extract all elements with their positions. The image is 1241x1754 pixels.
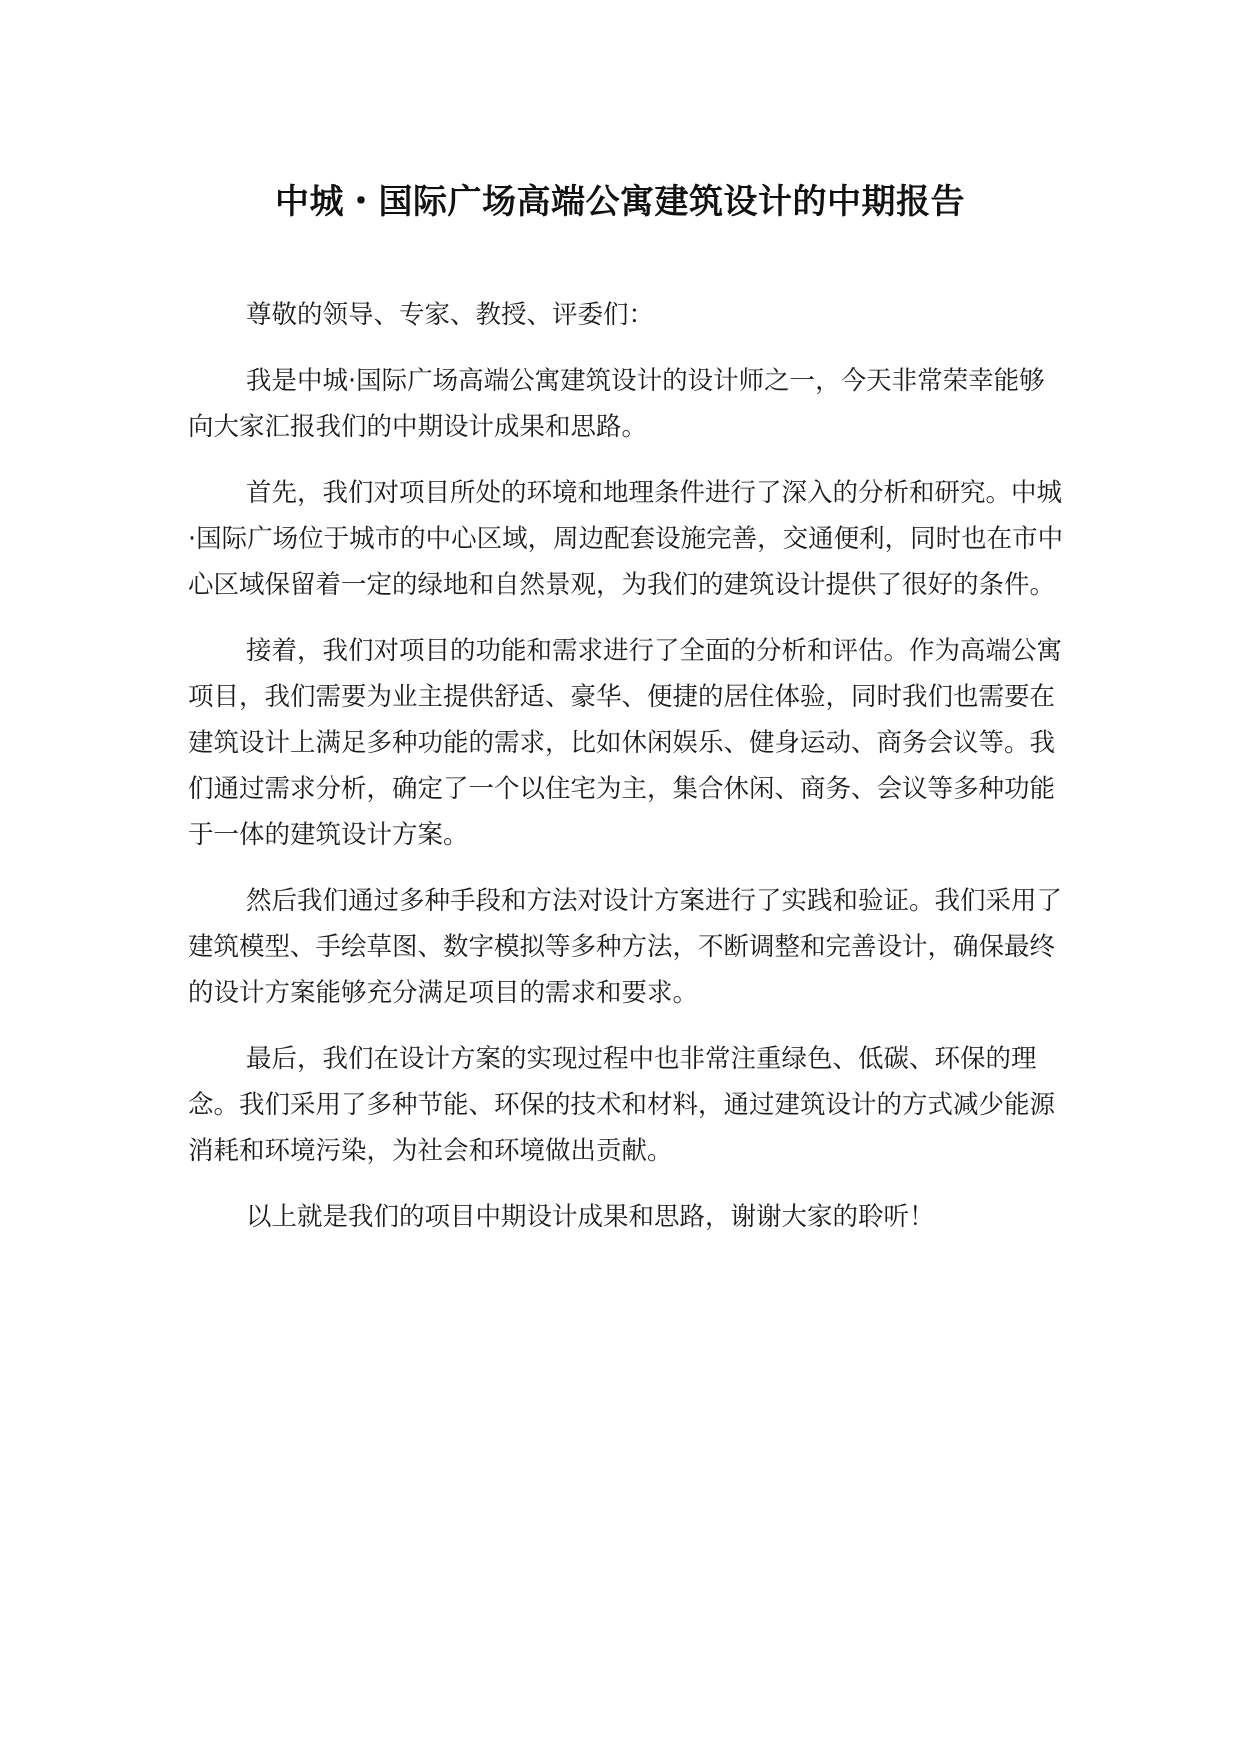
paragraph-environment: 首先，我们对项目所处的环境和地理条件进行了深入的分析和研究。中城·国际广场位于城市的中心区域，周边配套设施完善，交通便利，同时也在市中心区域保留着一定的绿地和自然景观，为我们的建筑设计提供了很好的条件。	[188, 478, 1064, 600]
paragraph-function: 接着，我们对项目的功能和需求进行了全面的分析和评估。作为高端公寓项目，我们需要为业主提供舒适、豪华、便捷的居住体验，同时我们也需要在建筑设计上满足多种功能的需求，比如休闲娱乐、健身运动、商务会议等。我们通过需求分析，确定了一个以住宅为主，集合休闲、商务、会议等多种功能于一体的建筑设计方案。	[188, 636, 1063, 850]
paragraph-green: 最后，我们在设计方案的实现过程中也非常注重绿色、低碳、环保的理念。我们采用了多种节能、环保的技术和材料，通过建筑设计的方式减少能源消耗和环境污染，为社会和环境做出贡献。	[188, 1044, 1056, 1166]
paragraph-intro: 我是中城·国际广场高端公寓建筑设计的设计师之一，今天非常荣幸能够向大家汇报我们的中期设计成果和思路。	[188, 366, 1045, 442]
salutation-paragraph: 尊敬的领导、专家、教授、评委们：	[246, 300, 655, 330]
paragraph-validation: 然后我们通过多种手段和方法对设计方案进行了实践和验证。我们采用了建筑模型、手绘草图、数字模拟等多种方法，不断调整和完善设计，确保最终的设计方案能够充分满足项目的需求和要求。	[188, 886, 1063, 1008]
document-title: 中城・国际广场高端公寓建筑设计的中期报告	[275, 182, 965, 222]
document-body	[188, 292, 1068, 1260]
paragraph-closing: 以上就是我们的项目中期设计成果和思路，谢谢大家的聆听！	[246, 1202, 935, 1232]
